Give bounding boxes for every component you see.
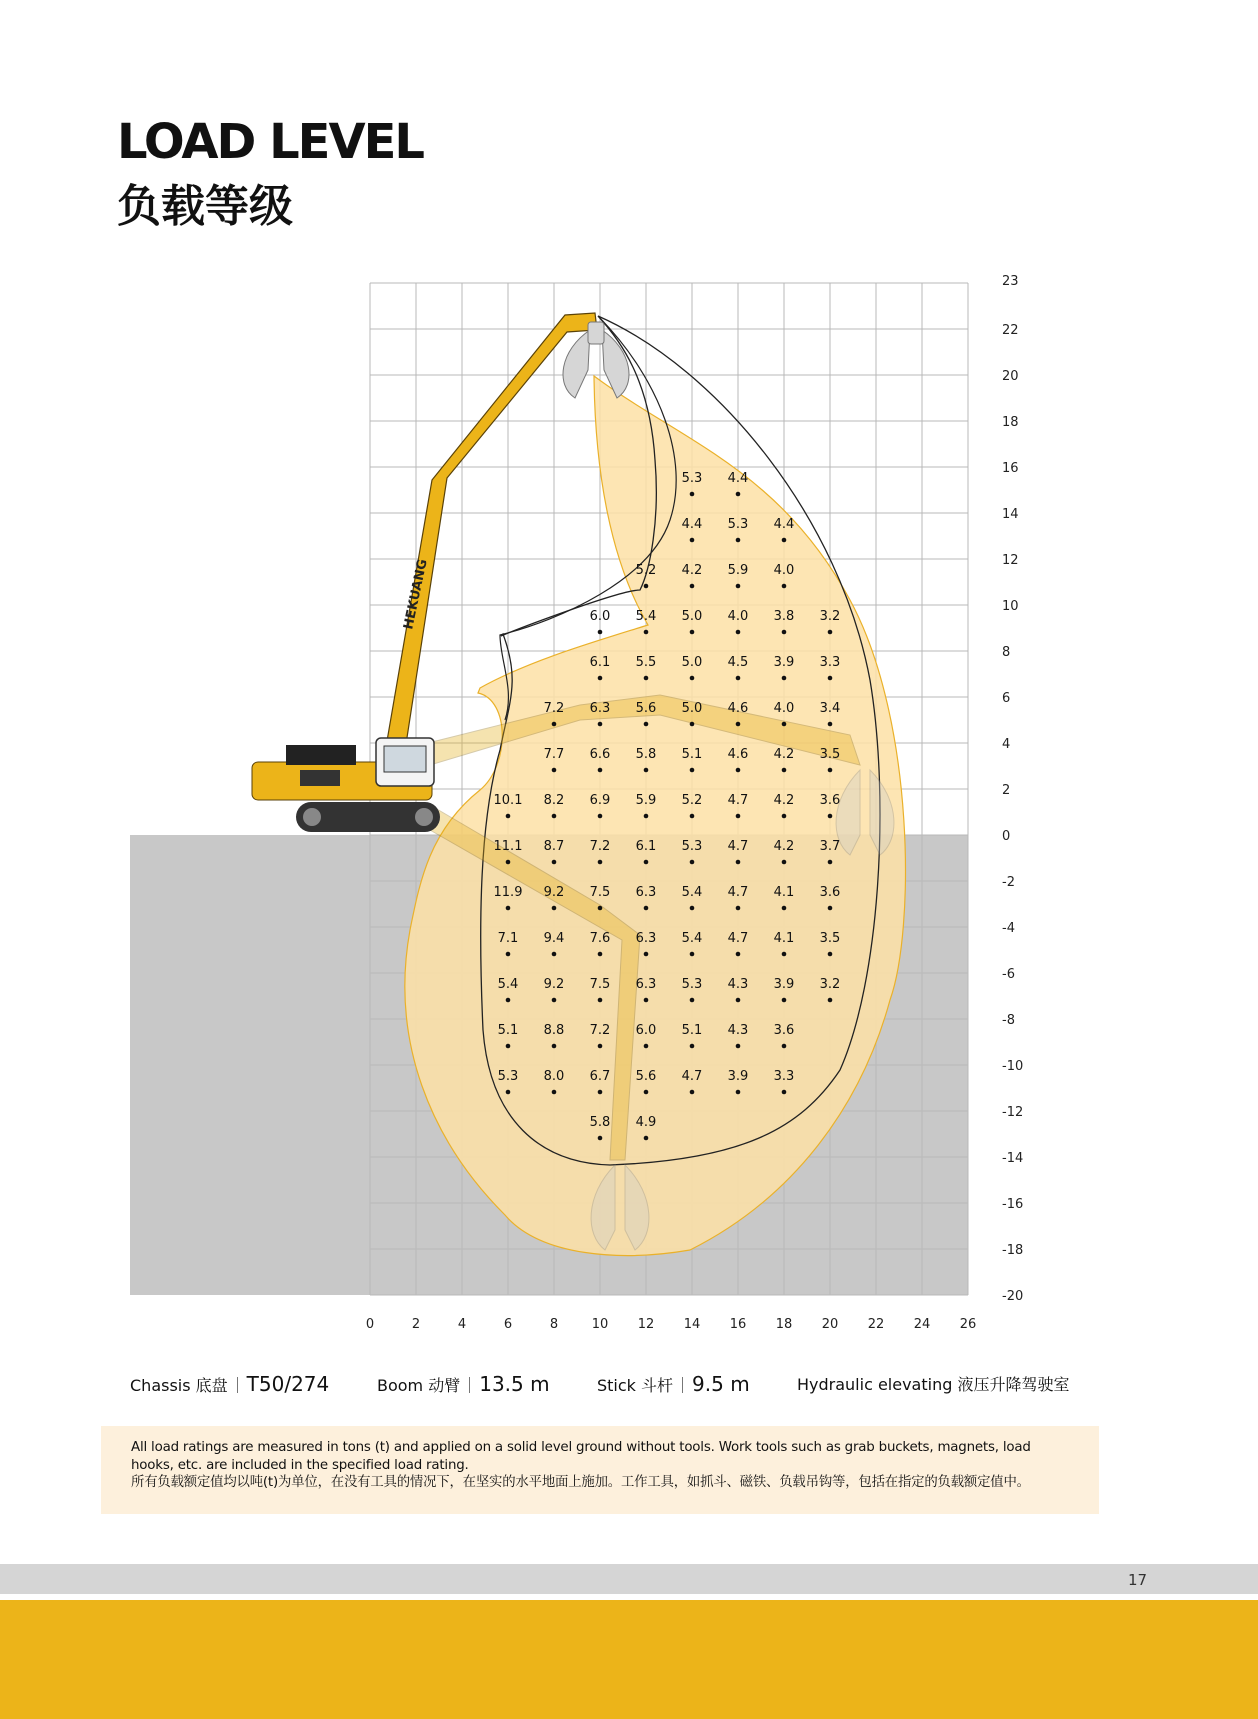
y-tick-label: 6 bbox=[1002, 691, 1011, 706]
load-point bbox=[644, 676, 649, 681]
load-value-label: 7.2 bbox=[589, 1023, 611, 1038]
load-point bbox=[782, 630, 787, 635]
load-value-label: 5.5 bbox=[635, 655, 657, 670]
spec-value: 13.5 m bbox=[479, 1372, 550, 1396]
load-point bbox=[690, 492, 695, 497]
load-point bbox=[736, 860, 741, 865]
spec-value: T50/274 bbox=[246, 1372, 330, 1396]
x-tick-label: 14 bbox=[683, 1317, 701, 1332]
load-value-label: 5.4 bbox=[635, 609, 657, 624]
note-en: All load ratings are measured in tons (t) and applied on a solid level ground without tools. Work tools such as grab buckets, magnets, load hooks, etc. are included in the specified load rating. bbox=[131, 1440, 1031, 1473]
load-value-label: 5.3 bbox=[681, 977, 703, 992]
load-value-label: 5.9 bbox=[635, 793, 657, 808]
load-value-label: 5.8 bbox=[635, 747, 657, 762]
load-point bbox=[598, 860, 603, 865]
load-value-label: 6.1 bbox=[635, 839, 657, 854]
spec-label: Hydraulic elevating 液压升降驾驶室 bbox=[797, 1375, 1070, 1394]
load-point bbox=[552, 998, 557, 1003]
load-point bbox=[782, 584, 787, 589]
x-tick-label: 10 bbox=[591, 1317, 609, 1332]
load-point bbox=[736, 814, 741, 819]
x-tick-label: 6 bbox=[503, 1317, 513, 1332]
load-value-label: 4.3 bbox=[727, 1023, 749, 1038]
load-point bbox=[644, 1136, 649, 1141]
y-tick-label: 4 bbox=[1002, 737, 1011, 752]
load-point bbox=[736, 492, 741, 497]
load-point bbox=[506, 1044, 511, 1049]
load-value-label: 5.0 bbox=[681, 655, 703, 670]
spec-boom bbox=[377, 1372, 550, 1396]
y-tick-label: 12 bbox=[1002, 553, 1019, 568]
note-cn: 所有负载额定值均以吨(t)为单位，在没有工具的情况下，在坚实的水平地面上施加。工作工具，如抓斗、磁铁、负载吊钩等，包括在指定的负载额定值中。 bbox=[131, 1475, 1030, 1490]
load-point bbox=[736, 722, 741, 727]
load-point bbox=[828, 768, 833, 773]
load-point bbox=[598, 1136, 603, 1141]
load-value-label: 3.7 bbox=[819, 839, 841, 854]
load-point bbox=[552, 1090, 557, 1095]
spec-label: Chassis 底盘 bbox=[130, 1376, 228, 1395]
load-value-label: 4.2 bbox=[773, 747, 795, 762]
load-point bbox=[782, 1044, 787, 1049]
load-point bbox=[506, 1090, 511, 1095]
load-value-label: 4.5 bbox=[727, 655, 749, 670]
load-value-label: 4.2 bbox=[681, 563, 703, 578]
load-value-label: 5.0 bbox=[681, 701, 703, 716]
boom-brand-label: HEKUANG bbox=[401, 557, 431, 631]
load-point bbox=[828, 998, 833, 1003]
load-value-label: 9.4 bbox=[543, 931, 565, 946]
load-point bbox=[506, 952, 511, 957]
load-value-label: 5.4 bbox=[681, 885, 703, 900]
load-value-label: 6.0 bbox=[589, 609, 611, 624]
load-value-label: 6.9 bbox=[589, 793, 611, 808]
load-value-label: 3.6 bbox=[819, 885, 841, 900]
y-axis-ticks bbox=[1002, 274, 1023, 1304]
load-point bbox=[736, 1044, 741, 1049]
load-point bbox=[828, 906, 833, 911]
load-value-label: 5.0 bbox=[681, 609, 703, 624]
spec-value: 9.5 m bbox=[692, 1372, 750, 1396]
y-tick-label: -20 bbox=[1002, 1289, 1024, 1304]
load-point bbox=[644, 630, 649, 635]
x-tick-label: 18 bbox=[775, 1317, 793, 1332]
track-wheel bbox=[303, 808, 321, 826]
load-point bbox=[598, 630, 603, 635]
x-tick-label: 16 bbox=[729, 1317, 747, 1332]
load-value-label: 3.5 bbox=[819, 747, 841, 762]
load-value-label: 10.1 bbox=[493, 793, 523, 808]
x-axis-ticks bbox=[366, 1317, 976, 1332]
load-point bbox=[644, 768, 649, 773]
load-value-label: 4.6 bbox=[727, 747, 749, 762]
load-value-label: 7.2 bbox=[589, 839, 611, 854]
y-tick-label: -2 bbox=[1002, 875, 1015, 890]
load-value-label: 4.1 bbox=[773, 931, 795, 946]
load-point bbox=[690, 538, 695, 543]
load-value-label: 7.6 bbox=[589, 931, 611, 946]
load-value-label: 7.7 bbox=[543, 747, 565, 762]
spec-stick bbox=[597, 1372, 750, 1396]
load-point bbox=[828, 676, 833, 681]
load-value-label: 3.9 bbox=[727, 1069, 749, 1084]
separator bbox=[682, 1377, 683, 1393]
excavator-body bbox=[252, 738, 440, 832]
load-value-label: 4.4 bbox=[681, 517, 703, 532]
load-point bbox=[736, 998, 741, 1003]
load-value-label: 5.8 bbox=[589, 1115, 611, 1130]
y-tick-label: -16 bbox=[1002, 1197, 1024, 1212]
y-tick-label: -4 bbox=[1002, 921, 1015, 936]
load-point bbox=[736, 630, 741, 635]
load-point bbox=[644, 906, 649, 911]
y-tick-label: 22 bbox=[1002, 323, 1019, 338]
load-point bbox=[552, 814, 557, 819]
load-point bbox=[828, 860, 833, 865]
load-value-label: 4.7 bbox=[681, 1069, 703, 1084]
load-note bbox=[101, 1426, 1099, 1514]
load-point bbox=[644, 1044, 649, 1049]
load-value-label: 8.8 bbox=[543, 1023, 565, 1038]
load-point bbox=[782, 722, 787, 727]
load-point bbox=[690, 952, 695, 957]
spec-label: Boom 动臂 bbox=[377, 1376, 461, 1395]
load-point bbox=[782, 814, 787, 819]
load-point bbox=[644, 1090, 649, 1095]
load-point bbox=[782, 768, 787, 773]
load-point bbox=[644, 584, 649, 589]
y-tick-label: 14 bbox=[1002, 507, 1019, 522]
load-value-label: 4.4 bbox=[727, 471, 749, 486]
separator bbox=[469, 1377, 470, 1393]
load-value-label: 3.2 bbox=[819, 609, 841, 624]
load-value-label: 6.3 bbox=[635, 977, 657, 992]
load-value-label: 6.3 bbox=[589, 701, 611, 716]
load-value-label: 4.3 bbox=[727, 977, 749, 992]
load-value-label: 5.4 bbox=[497, 977, 519, 992]
load-point bbox=[598, 768, 603, 773]
y-tick-label: 8 bbox=[1002, 645, 1011, 660]
load-value-label: 7.5 bbox=[589, 977, 611, 992]
load-value-label: 6.7 bbox=[589, 1069, 611, 1084]
load-value-label: 9.2 bbox=[543, 885, 565, 900]
y-tick-label: -10 bbox=[1002, 1059, 1024, 1074]
x-tick-label: 2 bbox=[411, 1317, 421, 1332]
load-value-label: 3.9 bbox=[773, 655, 795, 670]
load-point bbox=[598, 906, 603, 911]
load-value-label: 4.9 bbox=[635, 1115, 657, 1130]
spec-label: Stick 斗杆 bbox=[597, 1376, 674, 1395]
load-value-label: 3.8 bbox=[773, 609, 795, 624]
load-value-label: 3.3 bbox=[773, 1069, 795, 1084]
load-value-label: 7.5 bbox=[589, 885, 611, 900]
load-point bbox=[690, 676, 695, 681]
load-value-label: 5.1 bbox=[681, 1023, 703, 1038]
load-point bbox=[598, 676, 603, 681]
load-value-label: 6.6 bbox=[589, 747, 611, 762]
load-value-label: 3.4 bbox=[819, 701, 841, 716]
load-point bbox=[598, 722, 603, 727]
load-point bbox=[690, 860, 695, 865]
y-tick-label: -12 bbox=[1002, 1105, 1024, 1120]
load-value-label: 4.2 bbox=[773, 793, 795, 808]
load-value-label: 4.6 bbox=[727, 701, 749, 716]
load-value-label: 9.2 bbox=[543, 977, 565, 992]
x-tick-label: 20 bbox=[821, 1317, 839, 1332]
load-value-label: 4.7 bbox=[727, 931, 749, 946]
y-tick-label: 0 bbox=[1002, 829, 1011, 844]
load-value-label: 6.0 bbox=[635, 1023, 657, 1038]
load-point bbox=[552, 1044, 557, 1049]
load-value-label: 5.9 bbox=[727, 563, 749, 578]
load-value-label: 5.1 bbox=[681, 747, 703, 762]
load-point bbox=[736, 584, 741, 589]
load-value-label: 4.1 bbox=[773, 885, 795, 900]
y-tick-label: 20 bbox=[1002, 369, 1019, 384]
load-value-label: 5.3 bbox=[497, 1069, 519, 1084]
load-value-label: 4.7 bbox=[727, 839, 749, 854]
load-point bbox=[598, 952, 603, 957]
load-value-label: 7.2 bbox=[543, 701, 565, 716]
load-point bbox=[828, 722, 833, 727]
x-tick-label: 12 bbox=[637, 1317, 655, 1332]
load-value-label: 3.6 bbox=[773, 1023, 795, 1038]
load-value-label: 11.1 bbox=[493, 839, 523, 854]
load-value-label: 8.0 bbox=[543, 1069, 565, 1084]
load-point bbox=[736, 676, 741, 681]
load-value-label: 4.2 bbox=[773, 839, 795, 854]
load-value-label: 5.4 bbox=[681, 931, 703, 946]
load-value-label: 4.0 bbox=[773, 701, 795, 716]
load-value-label: 4.0 bbox=[773, 563, 795, 578]
track-wheel bbox=[415, 808, 433, 826]
y-tick-label: 23 bbox=[1002, 274, 1019, 289]
load-value-label: 3.6 bbox=[819, 793, 841, 808]
x-tick-label: 0 bbox=[365, 1317, 375, 1332]
load-value-label: 8.2 bbox=[543, 793, 565, 808]
load-value-label: 4.0 bbox=[727, 609, 749, 624]
load-point bbox=[644, 722, 649, 727]
load-value-label: 5.2 bbox=[635, 563, 657, 578]
x-tick-label: 26 bbox=[959, 1317, 977, 1332]
load-point bbox=[506, 906, 511, 911]
y-tick-label: -8 bbox=[1002, 1013, 1015, 1028]
load-point bbox=[598, 1090, 603, 1095]
load-point bbox=[736, 768, 741, 773]
load-value-label: 3.3 bbox=[819, 655, 841, 670]
y-tick-label: 18 bbox=[1002, 415, 1019, 430]
load-point bbox=[690, 906, 695, 911]
load-point bbox=[552, 768, 557, 773]
page-title: LOAD LEVEL bbox=[117, 114, 423, 170]
y-tick-label: 2 bbox=[1002, 783, 1011, 798]
load-point bbox=[782, 952, 787, 957]
separator bbox=[237, 1377, 238, 1393]
load-point bbox=[736, 538, 741, 543]
load-value-label: 6.3 bbox=[635, 931, 657, 946]
spec-cab bbox=[797, 1372, 1069, 1395]
load-point bbox=[690, 630, 695, 635]
load-point bbox=[598, 814, 603, 819]
load-value-label: 4.4 bbox=[773, 517, 795, 532]
load-point bbox=[828, 952, 833, 957]
load-point bbox=[644, 952, 649, 957]
load-point bbox=[736, 1090, 741, 1095]
load-point bbox=[506, 998, 511, 1003]
y-tick-label: 16 bbox=[1002, 461, 1019, 476]
page-number: 17 bbox=[1128, 1571, 1148, 1589]
load-point bbox=[690, 722, 695, 727]
x-tick-label: 4 bbox=[457, 1317, 467, 1332]
load-point bbox=[598, 1044, 603, 1049]
load-point bbox=[506, 814, 511, 819]
load-value-label: 6.3 bbox=[635, 885, 657, 900]
load-value-label: 4.7 bbox=[727, 793, 749, 808]
load-value-label: 11.9 bbox=[493, 885, 523, 900]
load-value-label: 5.6 bbox=[635, 1069, 657, 1084]
load-point bbox=[690, 1044, 695, 1049]
y-tick-label: -18 bbox=[1002, 1243, 1024, 1258]
footer-bar bbox=[0, 1600, 1258, 1719]
spec-chassis bbox=[130, 1372, 329, 1396]
y-tick-label: -6 bbox=[1002, 967, 1015, 982]
x-tick-label: 22 bbox=[867, 1317, 885, 1332]
load-point bbox=[644, 860, 649, 865]
load-point bbox=[828, 814, 833, 819]
load-value-label: 3.5 bbox=[819, 931, 841, 946]
load-point bbox=[552, 952, 557, 957]
load-value-label: 6.1 bbox=[589, 655, 611, 670]
load-point bbox=[690, 1090, 695, 1095]
y-tick-label: -14 bbox=[1002, 1151, 1024, 1166]
load-value-label: 3.2 bbox=[819, 977, 841, 992]
load-point bbox=[644, 814, 649, 819]
page-title-cn: 负载等级 bbox=[117, 181, 293, 232]
load-point bbox=[782, 538, 787, 543]
load-point bbox=[782, 906, 787, 911]
x-tick-label: 24 bbox=[913, 1317, 931, 1332]
load-value-label: 5.3 bbox=[681, 471, 703, 486]
load-value-label: 5.2 bbox=[681, 793, 703, 808]
load-value-label: 7.1 bbox=[497, 931, 519, 946]
load-point bbox=[690, 814, 695, 819]
load-point bbox=[690, 768, 695, 773]
load-value-label: 5.3 bbox=[681, 839, 703, 854]
load-value-label: 5.1 bbox=[497, 1023, 519, 1038]
load-point bbox=[552, 906, 557, 911]
load-point bbox=[782, 1090, 787, 1095]
load-point bbox=[598, 998, 603, 1003]
load-point bbox=[736, 952, 741, 957]
load-point bbox=[552, 722, 557, 727]
load-point bbox=[782, 676, 787, 681]
load-point bbox=[736, 906, 741, 911]
load-point bbox=[690, 998, 695, 1003]
load-point bbox=[782, 860, 787, 865]
load-point bbox=[644, 998, 649, 1003]
load-value-label: 5.6 bbox=[635, 701, 657, 716]
load-point bbox=[828, 630, 833, 635]
load-value-label: 5.3 bbox=[727, 517, 749, 532]
load-point bbox=[506, 860, 511, 865]
x-tick-label: 8 bbox=[549, 1317, 559, 1332]
footer-band bbox=[0, 1564, 1258, 1594]
load-point bbox=[782, 998, 787, 1003]
load-value-label: 8.7 bbox=[543, 839, 565, 854]
load-point bbox=[690, 584, 695, 589]
load-point bbox=[552, 860, 557, 865]
load-value-label: 4.7 bbox=[727, 885, 749, 900]
y-tick-label: 10 bbox=[1002, 599, 1019, 614]
load-value-label: 3.9 bbox=[773, 977, 795, 992]
